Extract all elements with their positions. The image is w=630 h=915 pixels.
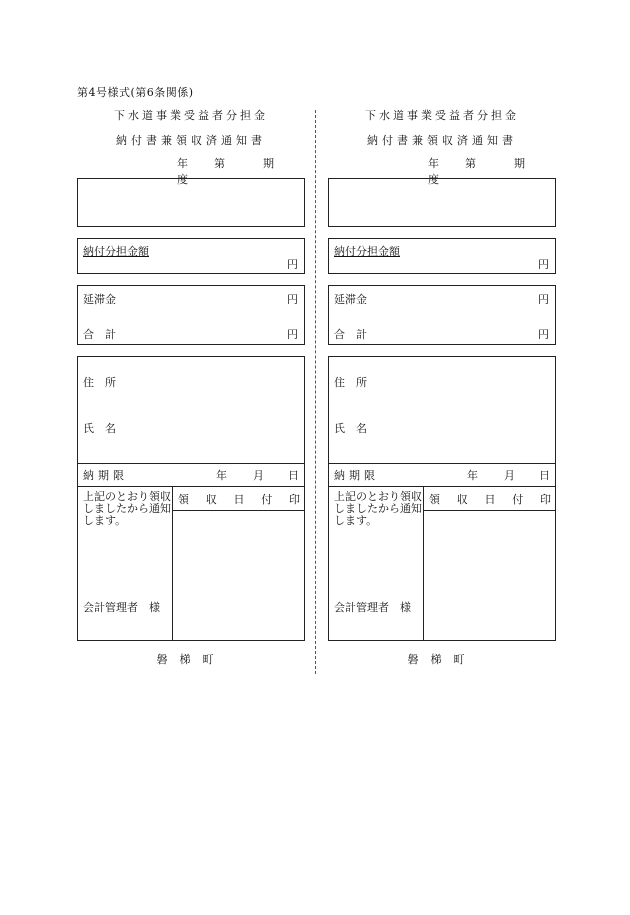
stamp-char: 印 xyxy=(540,493,551,506)
period-term-suffix: 期 xyxy=(263,157,274,170)
yen-unit: 円 xyxy=(287,258,298,271)
payer-receipt-box xyxy=(77,356,305,641)
address-label: 住 所 xyxy=(334,376,367,389)
row-divider xyxy=(329,486,555,487)
deadline-year-unit: 年 xyxy=(467,469,478,482)
slip-title-line1: 下水道事業受益者分担金 xyxy=(114,109,268,122)
contribution-amount-box xyxy=(77,238,305,274)
stamp-header-divider xyxy=(423,510,555,511)
deadline-month-unit: 月 xyxy=(504,469,515,482)
accountant-label: 会計管理者 様 xyxy=(334,601,411,614)
period-year-label: 年度 xyxy=(177,157,188,186)
stamp-char: 付 xyxy=(261,493,273,506)
deadline-label: 納期限 xyxy=(334,469,379,482)
receipt-stamp-header xyxy=(429,491,551,507)
name-label: 氏 名 xyxy=(83,422,116,435)
yen-unit: 円 xyxy=(538,328,549,341)
stamp-char: 付 xyxy=(512,493,524,506)
late-fee-label: 延滞金 xyxy=(83,293,116,306)
period-term-prefix: 第 xyxy=(214,157,225,170)
total-label: 合 計 xyxy=(83,328,116,341)
yen-unit: 円 xyxy=(287,328,298,341)
stamp-char: 日 xyxy=(484,493,496,506)
address-label: 住 所 xyxy=(83,376,116,389)
slip-title-line2: 納付書兼領収済通知書 xyxy=(367,134,517,147)
stamp-char: 領 xyxy=(429,493,440,506)
yen-unit: 円 xyxy=(538,293,549,306)
period-year-label: 年度 xyxy=(428,157,439,186)
form-number: 第4号様式(第6条関係) xyxy=(77,86,194,99)
total-label: 合 計 xyxy=(334,328,367,341)
stamp-char: 日 xyxy=(233,493,245,506)
receipt-stamp-header xyxy=(178,491,300,507)
town-name: 磐梯町 xyxy=(407,653,477,666)
payment-slip-right xyxy=(328,0,556,915)
contribution-amount-label: 納付分担金額 xyxy=(83,245,149,258)
slip-title-line2: 納付書兼領収済通知書 xyxy=(116,134,266,147)
receipt-message: 上記のとおり領収しましたから通知します。 xyxy=(334,490,422,527)
accountant-label: 会計管理者 様 xyxy=(83,601,160,614)
yen-unit: 円 xyxy=(287,293,298,306)
yen-unit: 円 xyxy=(538,258,549,271)
stamp-char: 収 xyxy=(205,493,217,506)
deadline-month-unit: 月 xyxy=(253,469,264,482)
recipient-code-box xyxy=(328,178,556,227)
recipient-code-box xyxy=(77,178,305,227)
cut-line-divider xyxy=(315,110,316,674)
deadline-label: 納期限 xyxy=(83,469,128,482)
slip-title-line1: 下水道事業受益者分担金 xyxy=(365,109,519,122)
period-term-prefix: 第 xyxy=(465,157,476,170)
payer-receipt-box xyxy=(328,356,556,641)
late-fee-label: 延滞金 xyxy=(334,293,367,306)
payment-slip-left xyxy=(77,0,305,915)
stamp-char: 領 xyxy=(178,493,189,506)
receipt-message: 上記のとおり領収しましたから通知します。 xyxy=(83,490,171,527)
contribution-amount-box xyxy=(328,238,556,274)
name-label: 氏 名 xyxy=(334,422,367,435)
period-term-suffix: 期 xyxy=(514,157,525,170)
deadline-row xyxy=(78,463,304,483)
deadline-day-unit: 日 xyxy=(539,469,550,482)
town-name: 磐梯町 xyxy=(156,653,226,666)
late-fee-total-box xyxy=(77,285,305,345)
late-fee-total-box xyxy=(328,285,556,345)
stamp-header-divider xyxy=(172,510,304,511)
deadline-year-unit: 年 xyxy=(216,469,227,482)
stamp-char: 収 xyxy=(456,493,468,506)
deadline-day-unit: 日 xyxy=(288,469,299,482)
deadline-row xyxy=(329,463,555,483)
row-divider xyxy=(78,486,304,487)
contribution-amount-label: 納付分担金額 xyxy=(334,245,400,258)
stamp-char: 印 xyxy=(289,493,300,506)
